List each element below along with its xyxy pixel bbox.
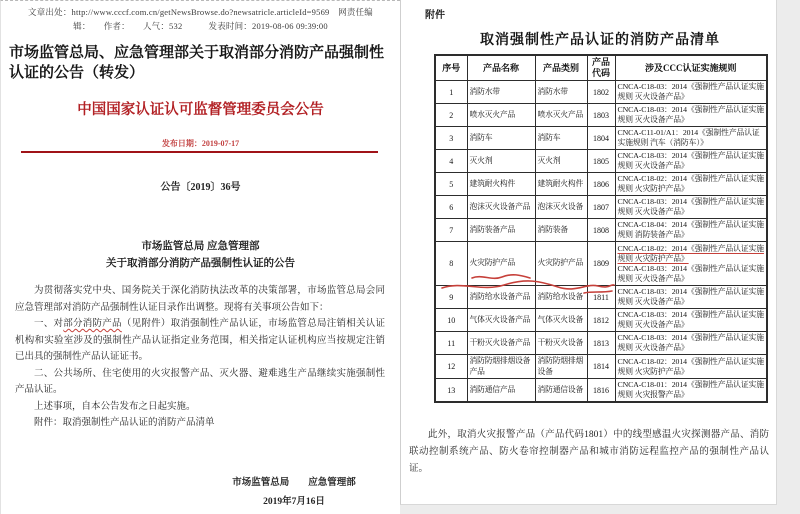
header-ccc-rule: 涉及CCC认证实施规则 <box>615 55 767 81</box>
cell-rule: CNCA-C11-01/A1：2014《强制性产品认证实施规则 汽车（消防车）》 <box>615 127 767 150</box>
product-table-wrap <box>434 54 766 403</box>
paragraph-4: 上述事项，自本公告发布之日起实施。 <box>34 401 196 412</box>
cell-category: 泡沫灭火设备 <box>535 196 587 219</box>
table-row <box>435 173 767 196</box>
paragraph-2 <box>15 316 385 366</box>
cell-name: 灭火剂 <box>467 150 535 173</box>
cell-name: 消防防烟排烟设备产品 <box>467 355 535 379</box>
header-product-name: 产品名称 <box>467 55 535 81</box>
cancelled-products-table <box>434 54 768 403</box>
cell-rule: CNCA-C18-03：2014《强制性产品认证实施规则 灭火设备产品》 <box>615 196 767 219</box>
cell-category: 消防装备 <box>535 219 587 242</box>
cell-rule: CNCA-C18-03：2014《强制性产品认证实施规则 灭火设备产品》 <box>615 332 767 355</box>
cell-rule: CNCA-C18-02：2014《强制性产品认证实施规则 火灾防护产品》 <box>615 355 767 379</box>
table-row <box>435 286 767 309</box>
cell-no: 2 <box>435 104 467 127</box>
cell-rule: CNCA-C18-03：2014《强制性产品认证实施规则 灭火设备产品》 <box>615 81 767 104</box>
cell-name: 消防通信产品 <box>467 379 535 403</box>
cell-category: 喷水灭火产品 <box>535 104 587 127</box>
cell-no: 12 <box>435 355 467 379</box>
rule-line-marked <box>618 244 765 264</box>
cell-name: 火灾防护产品 <box>467 242 535 286</box>
cell-no: 5 <box>435 173 467 196</box>
post-title: 市场监管总局、应急管理部关于取消部分消防产品强制性认证的公告（转发） <box>9 44 385 81</box>
article-source-line: 文章出处：http://www.cccf.com.cn/getNewsBrowse.do?newsatricle.articleId=9569 网责任编 <box>28 7 373 17</box>
red-wavy-marked-text: 部分消防产品 <box>63 319 122 329</box>
cell-no: 13 <box>435 379 467 403</box>
cell-no: 3 <box>435 127 467 150</box>
cell-rule: CNCA-C18-03：2014《强制性产品认证实施规则 灭火设备产品》 <box>615 309 767 332</box>
header-category: 产品类别 <box>535 55 587 81</box>
article-meta <box>1 6 400 33</box>
cell-code: 1803 <box>587 104 615 127</box>
attachment-table-title: 取消强制性产品认证的消防产品清单 <box>480 33 720 48</box>
cell-name: 泡沫灭火设备产品 <box>467 196 535 219</box>
cell-code: 1807 <box>587 196 615 219</box>
cell-rule: CNCA-C18-03：2014《强制性产品认证实施规则 灭火设备产品》 <box>615 104 767 127</box>
doc-heading-subject: 关于取消部分消防产品强制性认证的公告 <box>106 258 295 269</box>
rule-line-2: CNCA-C18-03：2014《强制性产品认证实施规则 灭火设备产品》 <box>617 263 764 283</box>
cell-category: 消防给水设备 <box>535 286 587 309</box>
table-row <box>435 196 767 219</box>
cell-category: 消防水带 <box>535 81 587 104</box>
cell-no: 11 <box>435 332 467 355</box>
cell-code: 1816 <box>587 379 615 403</box>
cell-name: 消防水带 <box>467 81 535 104</box>
cell-code: 1813 <box>587 332 615 355</box>
attachment-label: 附件 <box>425 10 445 21</box>
cell-rule: CNCA-C18-01：2014《强制性产品认证实施规则 火灾报警产品》 <box>615 379 767 403</box>
cell-code: 1814 <box>587 355 615 379</box>
article-stats-line: 辑： 作者： 人气：532 发表时间：2019-08-06 09:39:00 <box>73 20 328 31</box>
header-code: 产品代码 <box>587 55 615 81</box>
cell-category: 消防车 <box>535 127 587 150</box>
table-row <box>435 379 767 403</box>
cell-no: 9 <box>435 286 467 309</box>
cell-no: 10 <box>435 309 467 332</box>
paragraph-1: 为贯彻落实党中央、国务院关于深化消防执法改革的决策部署，市场监管总局会同应急管理部对消防产品强制性认证目录作出调整。现将有关事项公告如下： <box>15 286 385 313</box>
table-row-highlighted <box>435 242 767 286</box>
paragraph-5-attachment-ref: 附件：取消强制性产品认证的消防产品清单 <box>34 418 215 428</box>
cell-category: 气体灭火设备 <box>535 309 587 332</box>
table-row <box>435 332 767 355</box>
paragraph-2-prefix: 一、对 <box>34 319 64 329</box>
cell-code: 1806 <box>587 173 615 196</box>
signature-agencies: 市场监管总局 应急管理部 <box>232 478 356 488</box>
table-header-row <box>435 55 767 81</box>
table-row <box>435 127 767 150</box>
cell-rule: CNCA-C18-03：2014《强制性产品认证实施规则 灭火设备产品》 <box>615 150 767 173</box>
cell-code: 1808 <box>587 219 615 242</box>
paragraph-2-suffix: （见附件）取消强制性产品认证，市场监管总局注销相关认证机构和实验室涉及的强制性产品认证指定业务范围，相关指定认证机构应当按规定注销已出具的强制性产品认证证书。 <box>15 319 385 362</box>
cell-code: 1805 <box>587 150 615 173</box>
cell-no: 4 <box>435 150 467 173</box>
table-row <box>435 104 767 127</box>
table-row <box>435 219 767 242</box>
cell-no: 6 <box>435 196 467 219</box>
cell-name: 气体灭火设备产品 <box>467 309 535 332</box>
cell-category: 火灾防护产品 <box>535 242 587 286</box>
cell-code: 1802 <box>587 81 615 104</box>
cell-no: 7 <box>435 219 467 242</box>
cell-rule: CNCA-C18-02：2014《强制性产品认证实施规则 火灾防护产品》 <box>615 173 767 196</box>
cell-rule <box>615 242 767 286</box>
cell-no: 8 <box>435 242 467 286</box>
cell-code: 1809 <box>587 242 615 286</box>
attachment-page <box>400 0 777 505</box>
cell-code: 1804 <box>587 127 615 150</box>
cell-category: 建筑耐火构件 <box>535 173 587 196</box>
cell-name: 消防车 <box>467 127 535 150</box>
doc-heading-agencies: 市场监管总局 应急管理部 <box>141 241 260 252</box>
signature-date: 2019年7月16日 <box>263 497 325 507</box>
cell-rule: CNCA-C18-04：2014《强制性产品认证实施规则 消防装备产品》 <box>615 219 767 242</box>
cell-name: 喷水灭火产品 <box>467 104 535 127</box>
table-row <box>435 355 767 379</box>
cell-name: 消防装备产品 <box>467 219 535 242</box>
cell-name: 消防给水设备产品 <box>467 286 535 309</box>
cell-code: 1812 <box>587 309 615 332</box>
table-row <box>435 309 767 332</box>
announcement-number: 公告〔2019〕36号 <box>160 182 241 193</box>
cell-name: 干粉灭火设备产品 <box>467 332 535 355</box>
announcement-body <box>15 283 385 432</box>
red-underlined-rule: CNCA-C18-02：2014《强制性产品认证实施规则 火灾防护产品》 <box>617 243 764 263</box>
header-no: 序号 <box>435 55 467 81</box>
cell-no: 1 <box>435 81 467 104</box>
signature-block <box>204 477 384 509</box>
cell-category: 消防防烟排烟设备 <box>535 355 587 379</box>
table-row <box>435 81 767 104</box>
cell-name: 建筑耐火构件 <box>467 173 535 196</box>
publish-date: 发布日期：2019-07-17 <box>161 139 240 148</box>
cnca-announcement-title: 中国国家认证认可监督管理委员会公告 <box>77 102 324 118</box>
attachment-footnote: 此外，取消火灾报警产品（产品代码1801）中的线型感温火灾探测器产品、消防联动控制系统产品、防火卷帘控制器产品和城市消防远程监控产品的强制性产品认证。 <box>409 430 769 474</box>
table-row <box>435 150 767 173</box>
cell-rule: CNCA-C18-03：2014《强制性产品认证实施规则 灭火设备产品》 <box>615 286 767 309</box>
cell-category: 灭火剂 <box>535 150 587 173</box>
cell-category: 消防通信设备 <box>535 379 587 403</box>
cell-code: 1811 <box>587 286 615 309</box>
paragraph-3: 二、公共场所、住宅使用的火灾报警产品、灭火器、避难逃生产品继续实施强制性产品认证。 <box>15 368 385 395</box>
red-divider-line <box>21 151 378 153</box>
cell-category: 干粉灭火设备 <box>535 332 587 355</box>
